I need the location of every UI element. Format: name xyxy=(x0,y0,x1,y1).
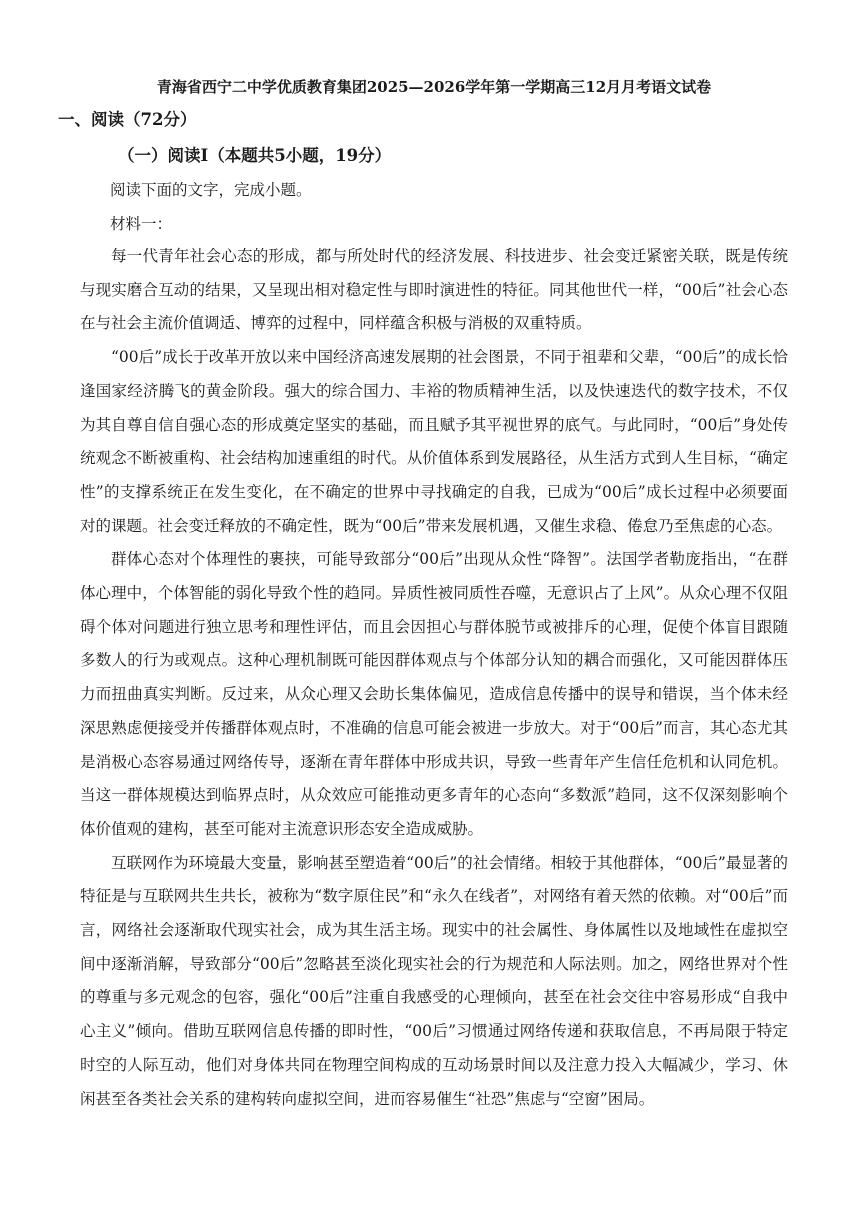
paragraph-1: 每一代青年社会心态的形成，都与所处时代的经济发展、科技进步、社会变迁紧密关联，既是传统与现实磨合互动的结果，又呈现出相对稳定性与即时演进性的特征。同其他世代一样，“00后”社会心态在与社会主流价值调适、博弈的过程中，同样蕴含积极与消极的双重特质。 xyxy=(80,247,788,333)
subsection-heading: （一）阅读Ⅰ（本题共5小题，19分） xyxy=(118,146,392,165)
section-heading: 一、阅读（72分） xyxy=(58,110,197,129)
material-label: 材料一： xyxy=(110,215,173,233)
paragraph-3: 群体心态对个体理性的裹挟，可能导致部分“00后”出现从众性“降智”。法国学者勒庞指出，“在群体心理中，个体智能的弱化导致个性的趋同。异质性被同质性吞噬，无意识占了上风”。从众心理不仅阻碍个体对问题进行独立思考和理性评估，而且会因担心与群体脱节或被排斥的心理，促使个体盲目跟随多数人的行为或观点。这种心理机制既可能因群体观点与个体部分认知的耦合而强化，又可能因群体压力而扭曲真实判断。反过来，从众心理又会助长集体偏见，造成信息传播中的误导和错误，当个体未经深思熟虑便接受并传播群体观点时，不准确的信息可能会被进一步放大。对于“00后”而言，其心态尤其是消极心态容易通过网络传导，逐渐在青年群体中形成共识，导致一些青年产生信任危机和认同危机。当这一群体规模达到临界点时，从众效应可能推动更多青年的心态向“多数派”趋同，这不仅深刻影响个体价值观的建构，甚至可能对主流意识形态安全造成威胁。 xyxy=(80,550,788,838)
paragraph-2: “00后”成长于改革开放以来中国经济高速发展期的社会图景，不同于祖辈和父辈，“00后”的成长恰逢国家经济腾飞的黄金阶段。强大的综合国力、丰裕的物质精神生活，以及快速迭代的数字技术，不仅为其自尊自信自强心态的形成奠定坚实的基础，而且赋予其平视世界的底气。与此同时，“00后”身处传统观念不断被重构、社会结构加速重组的时代。从价值体系到发展路径，从生活方式到人生目标，“确定性”的支撑系统正在发生变化，在不确定的世界中寻找确定的自我，已成为“00后”成长过程中必须要面对的课题。社会变迁释放的不确定性，既为“00后”带来发展机遇，又催生求稳、倦怠乃至焦虑的心态。 xyxy=(80,348,788,535)
paragraph-4: 互联网作为环境最大变量，影响甚至塑造着“00后”的社会情绪。相较于其他群体，“00后”最显著的特征是与互联网共生共长，被称为“数字原住民”和“永久在线者”，对网络有着天然的依赖。对“00后”而言，网络社会逐渐取代现实社会，成为其生活主场。现实中的社会属性、身体属性以及地域性在虚拟空间中逐渐消解，导致部分“00后”忽略甚至淡化现实社会的行为规范和人际法则。加之，网络世界对个性的尊重与多元观念的包容，强化“00后”注重自我感受的心理倾向，甚至在社会交往中容易形成“自我中心主义”倾向。借助互联网信息传播的即时性，“00后”习惯通过网络传递和获取信息，不再局限于特定时空的人际互动，他们对身体共同在物理空间构成的互动场景时间以及注意力投入大幅减少，学习、休闲甚至各类社会关系的建构转向虚拟空间，进而容易催生“社恐”焦虑与“空窗”困局。 xyxy=(80,853,788,1108)
instruction-text: 阅读下面的文字，完成小题。 xyxy=(110,181,312,199)
exam-title: 青海省西宁二中学优质教育集团2025—2026学年第一学期高三12月月考语文试卷 xyxy=(156,78,712,96)
material-body xyxy=(80,240,788,1116)
